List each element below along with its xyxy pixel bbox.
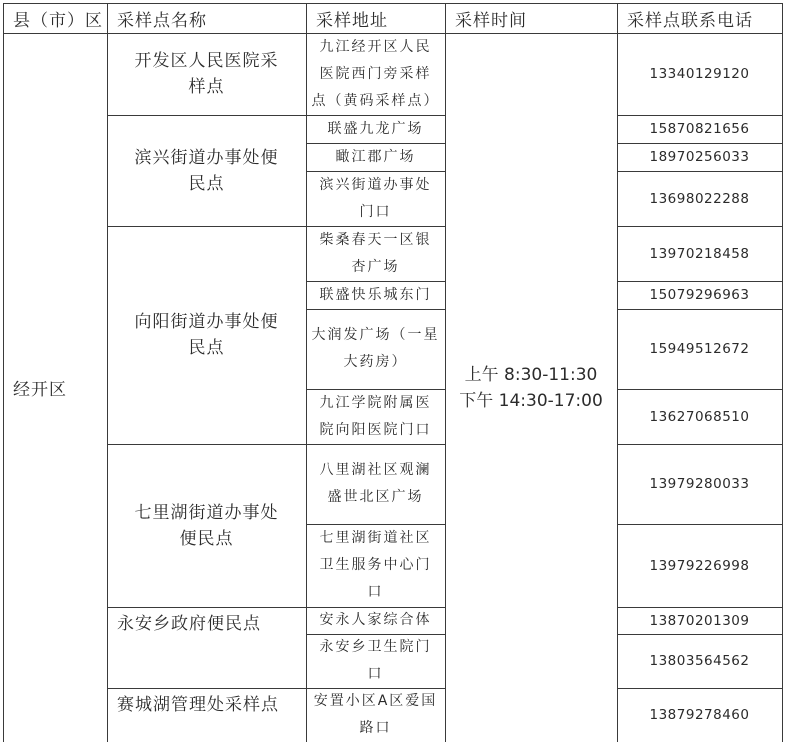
address-cell bbox=[306, 115, 445, 143]
row-divider bbox=[306, 607, 446, 608]
row-divider bbox=[617, 309, 783, 310]
row-divider bbox=[617, 389, 783, 390]
address-line: 盛世北区广场 bbox=[327, 489, 424, 505]
row-divider bbox=[617, 607, 783, 608]
phone-number: 13970218458 bbox=[649, 245, 750, 262]
address-cell bbox=[306, 226, 445, 281]
header-site-name: 采样点名称 bbox=[117, 11, 207, 31]
afternoon-hours: 下午 14:30-17:00 bbox=[459, 390, 603, 411]
header-address: 采样地址 bbox=[316, 11, 388, 31]
site-name: 赛城湖管理处采样点 bbox=[117, 695, 279, 715]
row-divider bbox=[306, 171, 446, 172]
phone-number: 13803564562 bbox=[649, 653, 750, 669]
phone-number: 15079296963 bbox=[649, 287, 750, 303]
column-divider bbox=[306, 3, 307, 742]
address-line: 口 bbox=[367, 584, 384, 600]
address-line: 门口 bbox=[359, 203, 392, 220]
phone-number: 13979280033 bbox=[649, 476, 750, 492]
address-line: 七里湖街道社区 bbox=[319, 530, 432, 546]
column-divider bbox=[445, 3, 446, 742]
address-cell bbox=[306, 607, 445, 634]
address-cell bbox=[306, 309, 445, 389]
phone-number: 13627068510 bbox=[649, 408, 750, 425]
row-divider bbox=[617, 143, 783, 144]
sampling-time-cell bbox=[445, 33, 617, 742]
header-time: 采样时间 bbox=[455, 11, 527, 31]
row-divider bbox=[617, 171, 783, 172]
address-cell bbox=[306, 688, 445, 742]
row-divider bbox=[617, 634, 783, 635]
row-divider bbox=[306, 634, 446, 635]
row-divider bbox=[617, 115, 783, 116]
address-line: 大药房） bbox=[343, 354, 408, 370]
row-divider bbox=[3, 3, 783, 4]
address-line: 九江经开区人民 bbox=[319, 38, 432, 55]
address-line: 滨兴街道办事处 bbox=[319, 176, 432, 193]
site-name: 滨兴街道办事处便民点 bbox=[134, 147, 279, 194]
phone-number: 15870821656 bbox=[649, 121, 750, 137]
address-line: 路口 bbox=[359, 720, 392, 736]
address-cell bbox=[306, 143, 445, 171]
address-cell bbox=[306, 524, 445, 607]
row-divider bbox=[306, 389, 446, 390]
header-phone: 采样点联系电话 bbox=[627, 11, 753, 31]
phone-number: 13879278460 bbox=[649, 707, 750, 723]
county-cell: 经开区 bbox=[13, 380, 67, 400]
address-cell bbox=[306, 171, 445, 226]
row-divider bbox=[617, 688, 783, 689]
address-line: 杏广场 bbox=[351, 258, 400, 275]
row-divider bbox=[617, 281, 783, 282]
address-line: 卫生服务中心门 bbox=[319, 557, 432, 573]
address-line: 永安乡卫生院门 bbox=[319, 639, 432, 655]
address-line: 联盛九龙广场 bbox=[327, 120, 424, 137]
row-divider bbox=[617, 444, 783, 445]
header-county: 县（市）区 bbox=[13, 11, 103, 31]
address-cell bbox=[306, 444, 445, 524]
phone-number: 13698022288 bbox=[649, 190, 750, 207]
column-divider bbox=[617, 3, 618, 742]
address-line: 口 bbox=[367, 666, 384, 682]
row-divider bbox=[306, 309, 446, 310]
row-divider bbox=[617, 226, 783, 227]
site-name: 七里湖街道办事处便民点 bbox=[134, 502, 279, 549]
phone-number: 13979226998 bbox=[649, 557, 750, 574]
address-line: 大润发广场（一星 bbox=[311, 327, 440, 343]
row-divider bbox=[306, 115, 446, 116]
address-line: 安置小区A区爱国 bbox=[313, 693, 438, 709]
site-name: 向阳街道办事处便民点 bbox=[134, 312, 279, 358]
address-line: 八里湖社区观澜 bbox=[319, 462, 432, 478]
address-line: 医院西门旁采样 bbox=[319, 65, 432, 82]
row-divider bbox=[306, 226, 446, 227]
phone-number: 13340129120 bbox=[649, 66, 750, 82]
phone-number: 18970256033 bbox=[649, 149, 750, 165]
phone-number: 13870201309 bbox=[649, 612, 750, 629]
address-cell bbox=[306, 389, 445, 444]
site-name: 开发区人民医院采样点 bbox=[134, 51, 279, 97]
address-line: 联盛快乐城东门 bbox=[319, 286, 432, 303]
row-divider bbox=[306, 524, 446, 525]
address-line: 院向阳医院门口 bbox=[319, 421, 432, 438]
row-divider bbox=[3, 33, 783, 34]
row-divider bbox=[617, 524, 783, 525]
row-divider bbox=[306, 281, 446, 282]
address-line: 点（黄码采样点） bbox=[311, 92, 440, 109]
address-line: 瞰江郡广场 bbox=[335, 148, 416, 165]
morning-hours: 上午 8:30-11:30 bbox=[464, 364, 598, 385]
address-cell bbox=[306, 33, 445, 115]
column-divider bbox=[782, 3, 783, 742]
row-divider bbox=[306, 444, 446, 445]
address-line: 柴桑春天一区银 bbox=[319, 231, 432, 248]
row-divider bbox=[306, 688, 446, 689]
address-cell bbox=[306, 634, 445, 688]
column-divider bbox=[3, 3, 4, 742]
row-divider bbox=[306, 143, 446, 144]
phone-number: 15949512672 bbox=[649, 341, 750, 357]
address-line: 安永人家综合体 bbox=[319, 612, 432, 628]
address-cell bbox=[306, 281, 445, 309]
address-line: 九江学院附属医 bbox=[319, 394, 432, 411]
site-name: 永安乡政府便民点 bbox=[117, 614, 261, 634]
column-divider bbox=[107, 3, 108, 742]
